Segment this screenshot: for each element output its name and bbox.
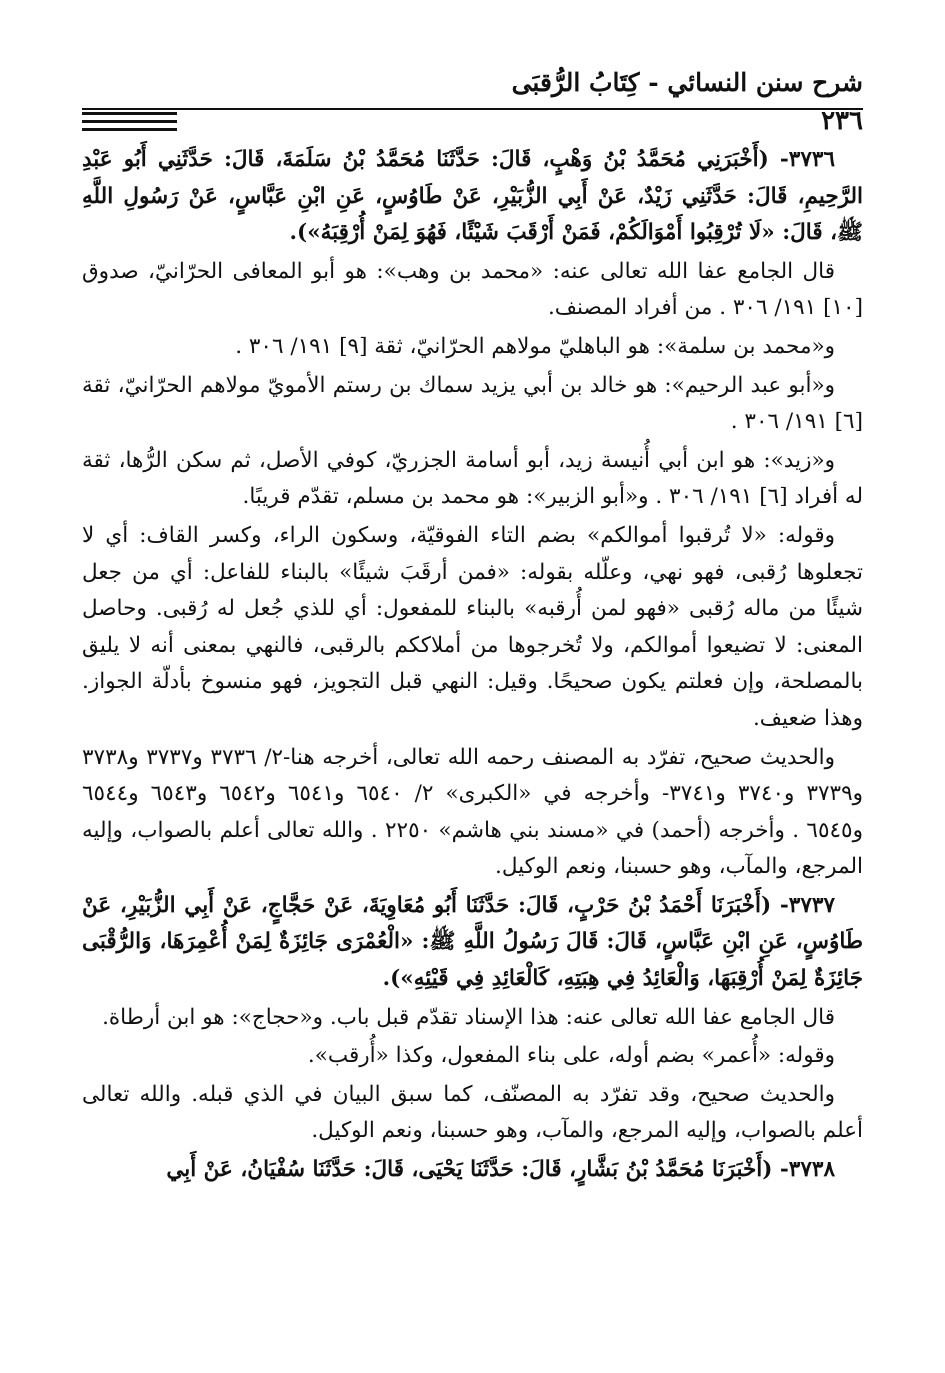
commentary-paragraph: و«أبو عبد الرحيم»: هو خالد بن أبي يزيد سماك بن رستم الأمويّ مولاهم الحرّانيّ، ثقة [٦] ١٩١/ ٣٠٦ . [82,372,863,435]
commentary-paragraph: وقوله: «أُعمر» بضم أوله، على بناء المفعول، وكذا «أُرقب». [307,1043,835,1069]
commentary-paragraph: قال الجامع عفا الله تعالى عنه: «محمد بن وهب»: هو أبو المعافى الحرّانيّ، صدوق [١٠] ١٩١/ ٣٠٦ . من أفراد المصنف. [82,258,863,321]
running-title: شرح سنن النسائي - كِتَابُ الرُّقبَى [511,68,863,97]
commentary-paragraph: و«محمد بن سلمة»: هو الباهليّ مولاهم الحرّانيّ، ثقة [٩] ١٩١/ ٣٠٦ . [235,333,835,359]
commentary-paragraph: وقوله: «لا تُرقبوا أموالكم» بضم التاء الفوقيّة، وسكون الراء، وكسر القاف: أي لا تجعلوها رُقبى، فهو نهي، وعلّله بقوله: «فمن أرقَبَ شيئًا» بالبناء للفاعل: أي من جعل شيئًا من ماله رُقبى «فهو لمن أُرقبه» بالبناء للمفعول: أي للذي جُعل له رُقبى. وحاصل المعنى: لا تضيعوا أموالكم، ولا تُخرجوها من أملاككم بالرقبى، فالنهي بمعنى أنه لا يليق بالمصلحة، وإن فعلتم يكون صحيحًا. وقيل: النهي قبل التجويز، فهو منسوخ بأدلّة الجواز. وهذا ضعيف. [82,522,863,731]
commentary-paragraph: قال الجامع عفا الله تعالى عنه: هذا الإسناد تقدّم قبل باب. و«حجاج»: هو ابن أرطاة. [102,1004,835,1030]
page-number: ٢٣٦ [821,106,863,136]
commentary-paragraph: والحديث صحيح، تفرّد به المصنف رحمه الله تعالى، أخرجه هنا-٢/ ٣٧٣٦ و٣٧٣٧ و٣٧٣٨ و٣٧٣٩ و٣٧٤٠ و٣٧٤١- وأخرجه في «الكبرى» ٢/ ٦٥٤٠ و٦٥٤١ و٦٥٤٢ و٦٥٤٣ و٦٥٤٤ و٦٥٤٥ . وأخرجه (أحمد) في «مسند بني هاشم» ٢٢٥٠ . والله تعالى أعلم بالصواب، وإليه المرجع، والمآب، وهو حسبنا، ونعم الوكيل. [82,744,864,880]
page-header [82,68,863,136]
page-body [82,142,863,1191]
header-rule [82,108,863,110]
hadith-3738: ٣٧٣٨- (أَخْبَرَنَا مُحَمَّدُ بْنُ بَشَّارٍ، قَالَ: حَدَّثَنَا يَحْيَى، قَالَ: حَدَّثَنَا سُفْيَانُ، عَنْ أَبِي [166,1157,835,1183]
hadith-3736: ٣٧٣٦- (أَخْبَرَنِي مُحَمَّدُ بْنُ وَهْبٍ، قَالَ: حَدَّثَنَا مُحَمَّدُ بْنُ سَلَمَةَ، قَالَ: حَدَّثَنِي أَبُو عَبْدِ الرَّحِيمِ، قَالَ: حَدَّثَنِي زَيْدٌ، عَنْ أَبِي الزُّبَيْرِ، عَنْ طَاوُسٍ، عَنِ ابْنِ عَبَّاسٍ، عَنْ رَسُولِ اللَّهِ ﷺ، قَالَ: «لَا تُرْقِبُوا أَمْوَالَكُمْ، فَمَنْ أَرْقَبَ شَيْئًا، فَهُوَ لِمَنْ أُرْقِبَهُ»). [82,147,863,246]
hadith-3737: ٣٧٣٧- (أَخْبَرَنَا أَحْمَدُ بْنُ حَرْبٍ، قَالَ: حَدَّثَنَا أَبُو مُعَاوِيَةَ، عَنْ حَجَّاجٍ، عَنْ أَبِي الزُّبَيْرِ، عَنْ طَاوُسٍ، عَنِ ابْنِ عَبَّاسٍ، قَالَ: قَالَ رَسُولُ اللَّهِ ﷺ: «الْعُمْرَى جَائِزَةٌ لِمَنْ أُعْمِرَهَا، وَالرُّقْبَى جَائِزَةٌ لِمَنْ أُرْقِبَهَا، وَالْعَائِدُ فِي هِبَتِهِ، كَالْعَائِدِ فِي قَيْئِهِ»). [82,892,863,992]
decorative-bars [82,112,177,136]
commentary-paragraph: و«زيد»: هو ابن أبي أُنيسة زيد، أبو أسامة الجزريّ، كوفي الأصل، ثم سكن الرُّها، ثقة له أفراد [٦] ١٩١/ ٣٠٦ . و«أبو الزبير»: هو محمد بن مسلم، تقدّم قريبًا. [82,447,863,510]
commentary-paragraph: والحديث صحيح، وقد تفرّد به المصنّف، كما سبق البيان في الذي قبله. والله تعالى أعلم بالصواب، وإليه المرجع، والمآب، وهو حسبنا، ونعم الوكيل. [82,1081,863,1144]
